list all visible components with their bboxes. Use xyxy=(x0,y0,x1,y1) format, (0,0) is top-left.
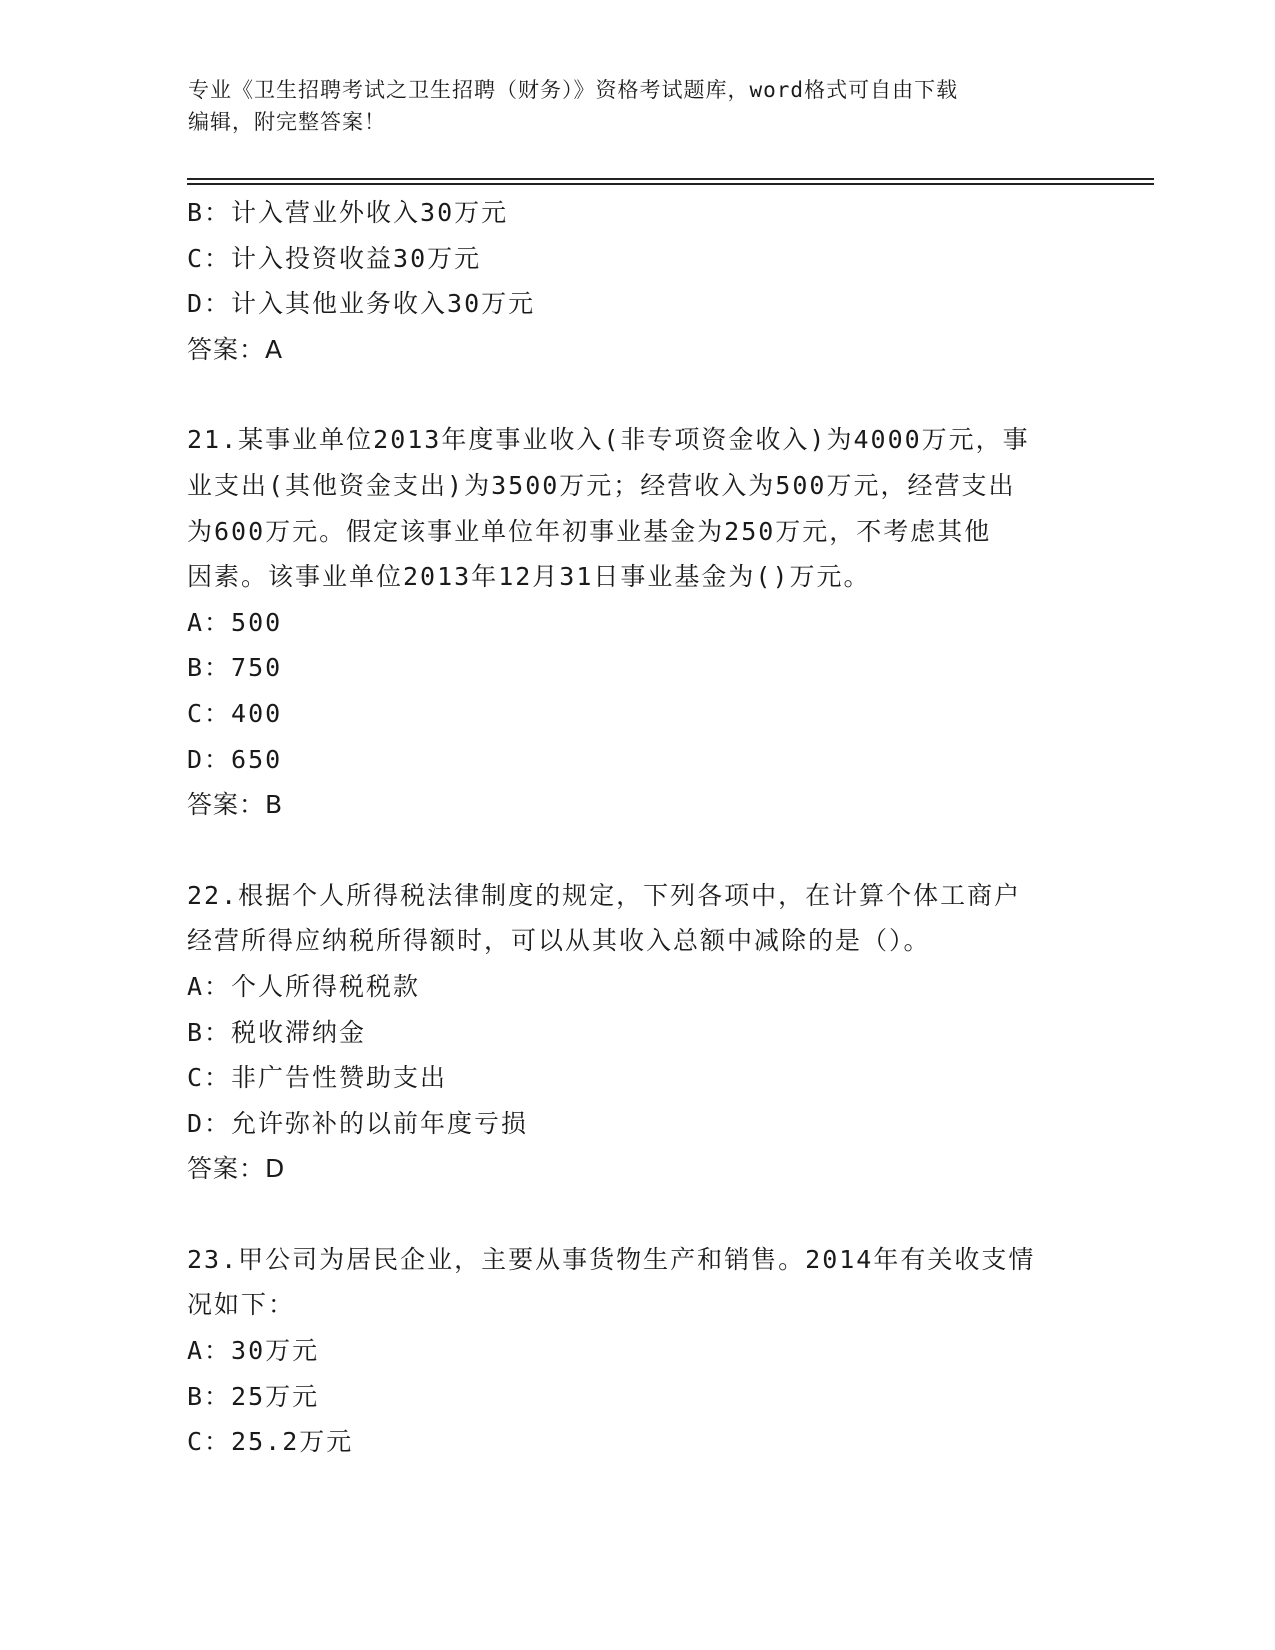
question-21 xyxy=(187,417,1087,827)
question-text-line: 22.根据个人所得税法律制度的规定，下列各项中，在计算个体工商户 xyxy=(187,880,1022,910)
question-text-line: 经营所得应纳税所得额时，可以从其收入总额中减除的是（）。 xyxy=(187,926,931,956)
question-text-line: 23.甲公司为居民企业，主要从事货物生产和销售。2014年有关收支情 xyxy=(187,1244,1036,1274)
answer-line: 答案：D xyxy=(187,1154,286,1184)
question-text-line: 为600万元。假定该事业单位年初事业基金为250万元，不考虑其他 xyxy=(187,516,992,546)
option-d: D：允许弥补的以前年度亏损 xyxy=(187,1108,529,1138)
option-a: A：个人所得税税款 xyxy=(187,971,421,1001)
option-c: C：非广告性赞助支出 xyxy=(187,1063,448,1093)
question-text-line: 况如下： xyxy=(187,1290,296,1320)
header-title-line-1: 专业《卫生招聘考试之卫生招聘（财务）》资格考试题库，word格式可自由下载 xyxy=(188,78,959,102)
answer-line: 答案：B xyxy=(187,790,284,820)
question-text-line: 业支出(其他资金支出)为3500万元；经营收入为500万元，经营支出 xyxy=(187,470,1016,500)
option-a: A：30万元 xyxy=(187,1336,320,1366)
previous-question-tail xyxy=(187,190,1087,372)
option-d: D：650 xyxy=(187,744,283,774)
answer-line: 答案：A xyxy=(187,334,284,364)
option-c: C：25.2万元 xyxy=(187,1427,354,1457)
option-b: B：750 xyxy=(187,653,283,683)
question-22 xyxy=(187,873,1087,1192)
spacer xyxy=(187,828,1087,873)
option-c: C：400 xyxy=(187,698,283,728)
spacer xyxy=(187,1192,1087,1237)
header-divider-top xyxy=(187,178,1154,180)
option-c: C：计入投资收益30万元 xyxy=(187,243,482,273)
option-b: B：计入营业外收入30万元 xyxy=(187,198,509,227)
option-a: A：500 xyxy=(187,607,283,637)
question-23 xyxy=(187,1237,1087,1465)
question-text-line: 因素。该事业单位2013年12月31日事业基金为()万元。 xyxy=(187,562,871,592)
option-b: B：税收滞纳金 xyxy=(187,1017,367,1047)
spacer xyxy=(187,372,1087,417)
question-content xyxy=(187,190,1087,1465)
option-b: B：25万元 xyxy=(187,1381,320,1411)
header-title-line-2: 编辑，附完整答案！ xyxy=(188,110,386,134)
document-header xyxy=(188,74,1068,138)
question-text-line: 21.某事业单位2013年度事业收入(非专项资金收入)为4000万元，事 xyxy=(187,425,1030,455)
option-d: D：计入其他业务收入30万元 xyxy=(187,289,536,319)
header-divider-bottom xyxy=(187,183,1154,185)
